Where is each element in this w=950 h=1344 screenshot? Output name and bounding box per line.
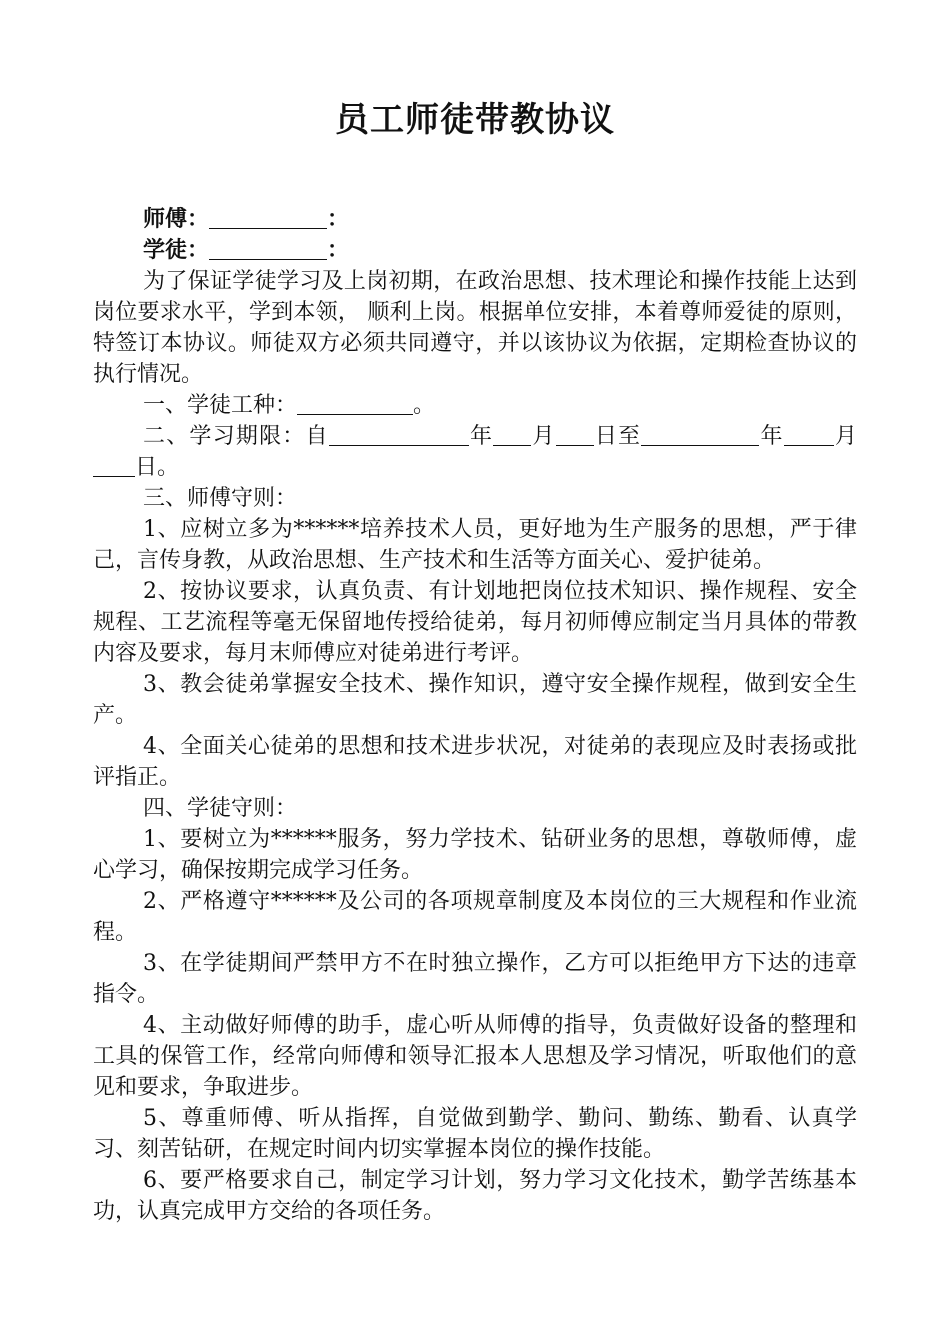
day-to-label: 日至 (593, 424, 642, 449)
apprentice-rule-item: 2、严格遵守******及公司的各项规章制度及本岗位的三大规程和作业流程。 (93, 889, 857, 945)
master-label: 师傅： (143, 207, 210, 232)
start-year-blank[interactable] (329, 423, 469, 446)
end-day-label: 日。 (135, 455, 180, 480)
section-apprentice-heading: 四、学徒守则： (143, 796, 298, 821)
apprentice-suffix: ： (327, 238, 350, 263)
master-suffix: ： (327, 207, 350, 232)
master-rule-item: 1、应树立多为******培养技术人员，更好地为生产服务的思想，严于律己，言传身教，从政治思想、生产技术和生活等方面关心、爱护徒弟。 (93, 517, 857, 573)
end-month-label: 月 (833, 424, 857, 449)
document-body (93, 204, 857, 1227)
start-month-blank[interactable] (493, 423, 531, 446)
end-month-blank[interactable] (784, 423, 834, 446)
apprentice-rule-item: 5、尊重师傅、听从指挥，自觉做到勤学、勤问、勤练、勤看、认真学习、刻苦钻研，在规定时间内切实掌握本岗位的操作技能。 (93, 1106, 857, 1162)
intro-paragraph: 为了保证学徒学习及上岗初期，在政治思想、技术理论和操作技能上达到岗位要求水平，学到本领， 顺利上岗。根据单位安排，本着尊师爱徒的原则，特签订本协议。师徒双方必须共同遵守，并以该协议为依据，定期检查协议的执行情况。 (93, 269, 857, 387)
document-title: 员工师徒带教协议 (335, 100, 615, 140)
section-trade (93, 390, 857, 421)
month-label: 月 (531, 424, 556, 449)
trade-blank[interactable] (297, 392, 413, 415)
apprentice-rule-item: 3、在学徒期间严禁甲方不在时独立操作，乙方可以拒绝甲方下达的违章指令。 (93, 951, 857, 1007)
year-label: 年 (468, 424, 494, 449)
trade-label: 一、学徒工种： (143, 393, 298, 418)
master-rule-item: 3、教会徒弟掌握安全技术、操作知识，遵守安全操作规程，做到安全生产。 (93, 672, 857, 728)
apprentice-rule-item: 6、要严格要求自己，制定学习计划，努力学习文化技术，勤学苦练基本功，认真完成甲方交给的各项任务。 (93, 1168, 857, 1224)
apprentice-rule-item: 4、主动做好师傅的助手，虚心听从师傅的指导，负责做好设备的整理和工具的保管工作，经常向师傅和领导汇报本人思想及学习情况，听取他们的意见和要求，争取进步。 (93, 1013, 857, 1100)
end-year-label: 年 (759, 424, 784, 449)
end-day-blank[interactable] (93, 454, 135, 477)
section-period (93, 421, 857, 483)
master-signature-line (93, 204, 857, 235)
master-name-blank[interactable] (209, 206, 327, 229)
apprentice-rule-item: 1、要树立为******服务，努力学技术、钻研业务的思想，尊敬师傅，虚心学习，确保按期完成学习任务。 (93, 827, 857, 883)
master-rule-item: 4、全面关心徒弟的思想和技术进步状况，对徒弟的表现应及时表扬或批评指正。 (93, 734, 857, 790)
trade-suffix: 。 (413, 393, 436, 418)
apprentice-label: 学徒： (143, 238, 210, 263)
section-master-heading: 三、师傅守则： (143, 486, 298, 511)
start-day-blank[interactable] (556, 423, 594, 446)
period-label: 二、学习期限：自 (143, 424, 329, 449)
apprentice-signature-line (93, 235, 857, 266)
master-rule-item: 2、按协议要求，认真负责、有计划地把岗位技术知识、操作规程、安全规程、工艺流程等毫无保留地传授给徒弟，每月初师傅应制定当月具体的带教内容及要求，每月末师傅应对徒弟进行考评。 (93, 579, 857, 666)
end-year-blank[interactable] (641, 423, 759, 446)
apprentice-name-blank[interactable] (209, 237, 327, 260)
